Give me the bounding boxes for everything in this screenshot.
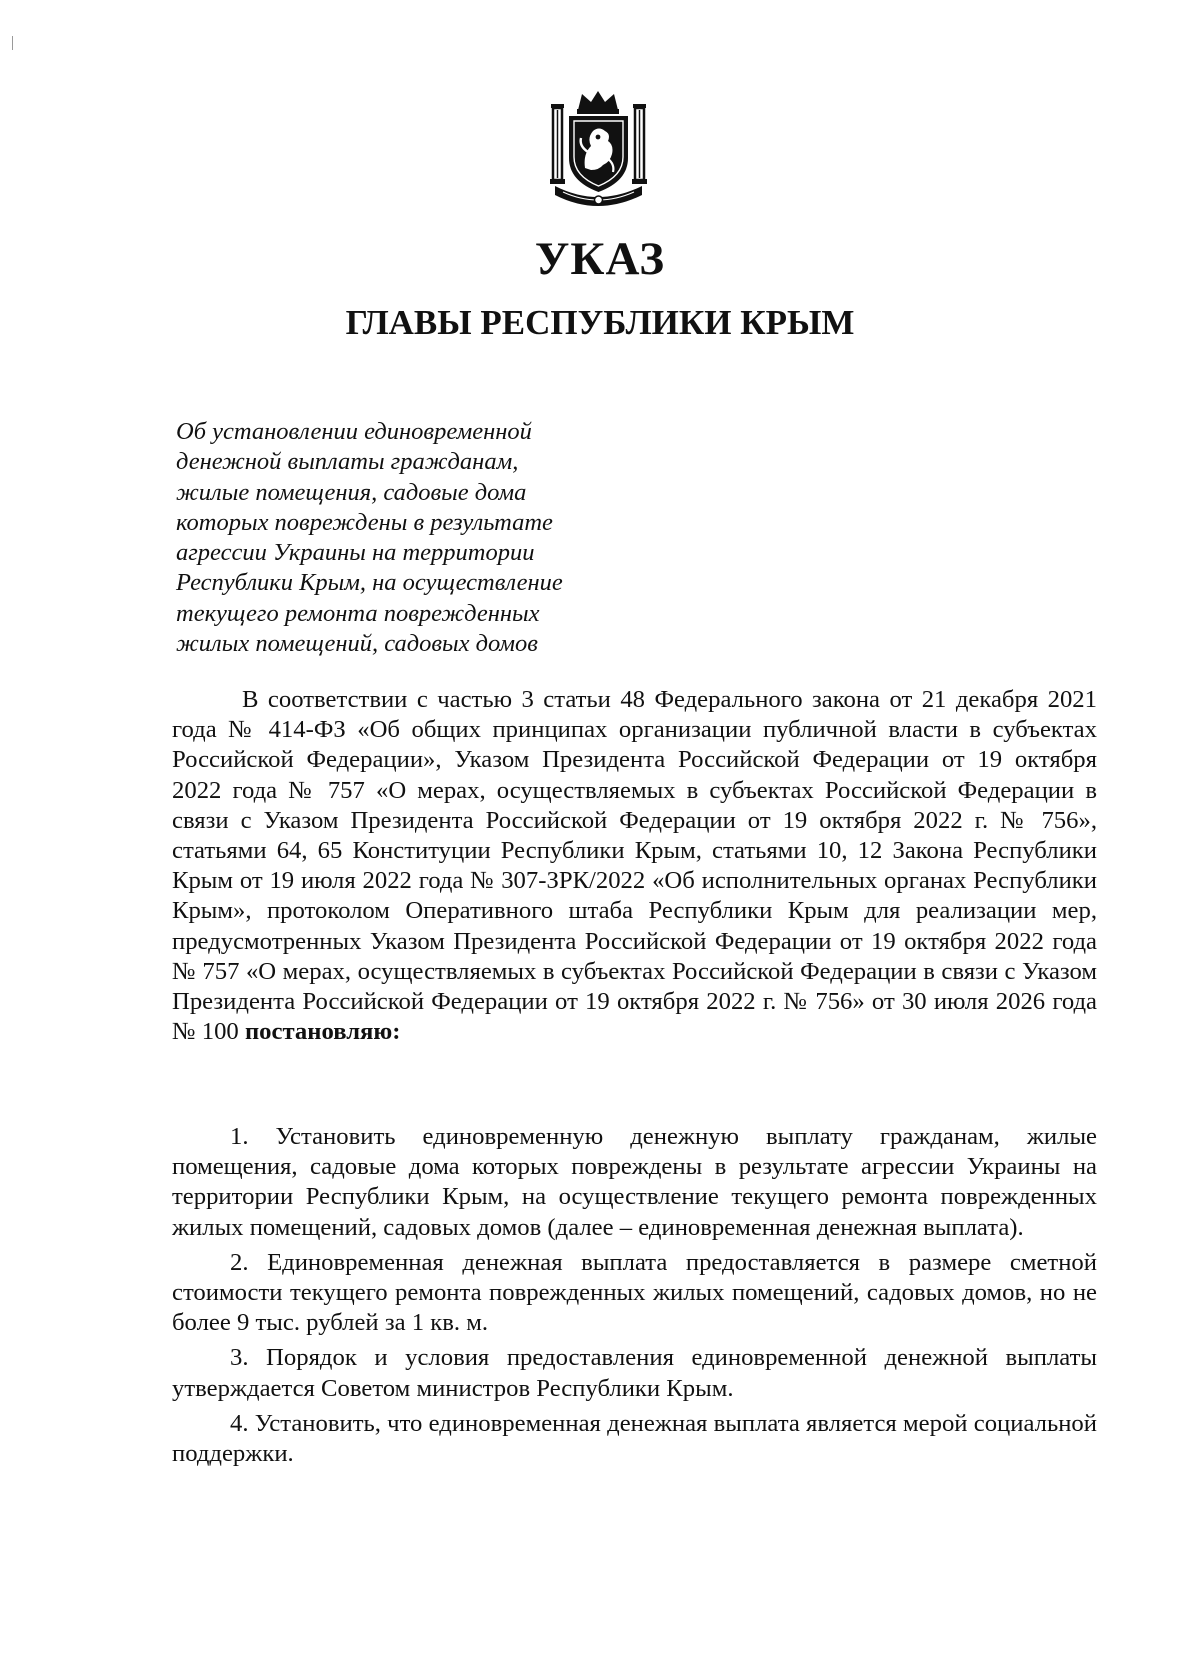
crimea-coat-of-arms-icon xyxy=(541,88,656,206)
subject-line: жилых помещений, садовых домов xyxy=(176,630,538,658)
decree-item-2: 2. Единовременная денежная выплата предоставляется в размере сметной стоимости текущего ремонта поврежденных жилых помещений, садовых домов, но не более 9 тыс. рублей за 1 кв. м. xyxy=(172,1248,1097,1337)
preamble xyxy=(172,685,1097,1047)
decree-subject xyxy=(176,417,696,659)
document-title: УКАЗ xyxy=(534,233,666,285)
subject-line: жилые помещения, садовые дома xyxy=(176,478,527,506)
subject-line: Республики Крым, на осуществление xyxy=(176,569,563,597)
decree-items xyxy=(172,1122,1097,1474)
subject-line: которых повреждены в результате xyxy=(176,508,553,536)
subject-line: агрессии Украины на территории xyxy=(176,539,535,567)
scan-artifact xyxy=(12,36,13,50)
decree-item-1: 1. Установить единовременную денежную выплату гражданам, жилые помещения, садовые дома которых повреждены в результате агрессии Украины на территории Республики Крым, на осуществление текущего ремонта поврежденных жилых помещений, садовых домов (далее – единовременная денежная выплата). xyxy=(172,1123,1097,1241)
preamble-text: В соответствии с частью 3 статьи 48 Федерального закона от 21 декабря 2021 года № 414-ФЗ «Об общих принципах организации публичной власти в субъектах Российской Федерации», Указом Президента Российской Федерации от 19 октября 2022 года № 757 «О мерах, осуществляемых в субъектах Российской Федерации в связи с Указом Президента Российской Федерации от 19 октября 2022 г. № 756», статьями 64, 65 Конституции Республики Крым, статьями 10, 12 Закона Республики Крым от 19 июля 2022 года № 307-ЗРК/2022 «Об исполнительных органах Республики Крым», протоколом Оперативного штаба Республики Крым для реализации мер, предусмотренных Указом Президента Российской Федерации от 19 октября 2022 года № 757 «О мерах, осуществляемых в субъектах Российской Федерации в связи с Указом Президента Российской Федерации от 19 октября 2022 г. № 756» от 30 июля 2026 года № 100 xyxy=(172,686,1097,1046)
subject-line: Об установлении единовременной xyxy=(176,418,532,445)
document-subtitle: ГЛАВЫ РЕСПУБЛИКИ КРЫМ xyxy=(345,303,855,342)
resolve-word: постановляю: xyxy=(244,1018,401,1046)
decree-item-3: 3. Порядок и условия предоставления единовременной денежной выплаты утверждается Советом министров Республики Крым. xyxy=(172,1344,1097,1402)
subject-line: текущего ремонта поврежденных xyxy=(176,599,540,627)
decree-item-4: 4. Установить, что единовременная денежная выплата является мерой социальной поддержки. xyxy=(172,1409,1097,1468)
subject-line: денежной выплаты гражданам, xyxy=(176,448,519,476)
preamble-paragraph xyxy=(172,685,1097,1047)
